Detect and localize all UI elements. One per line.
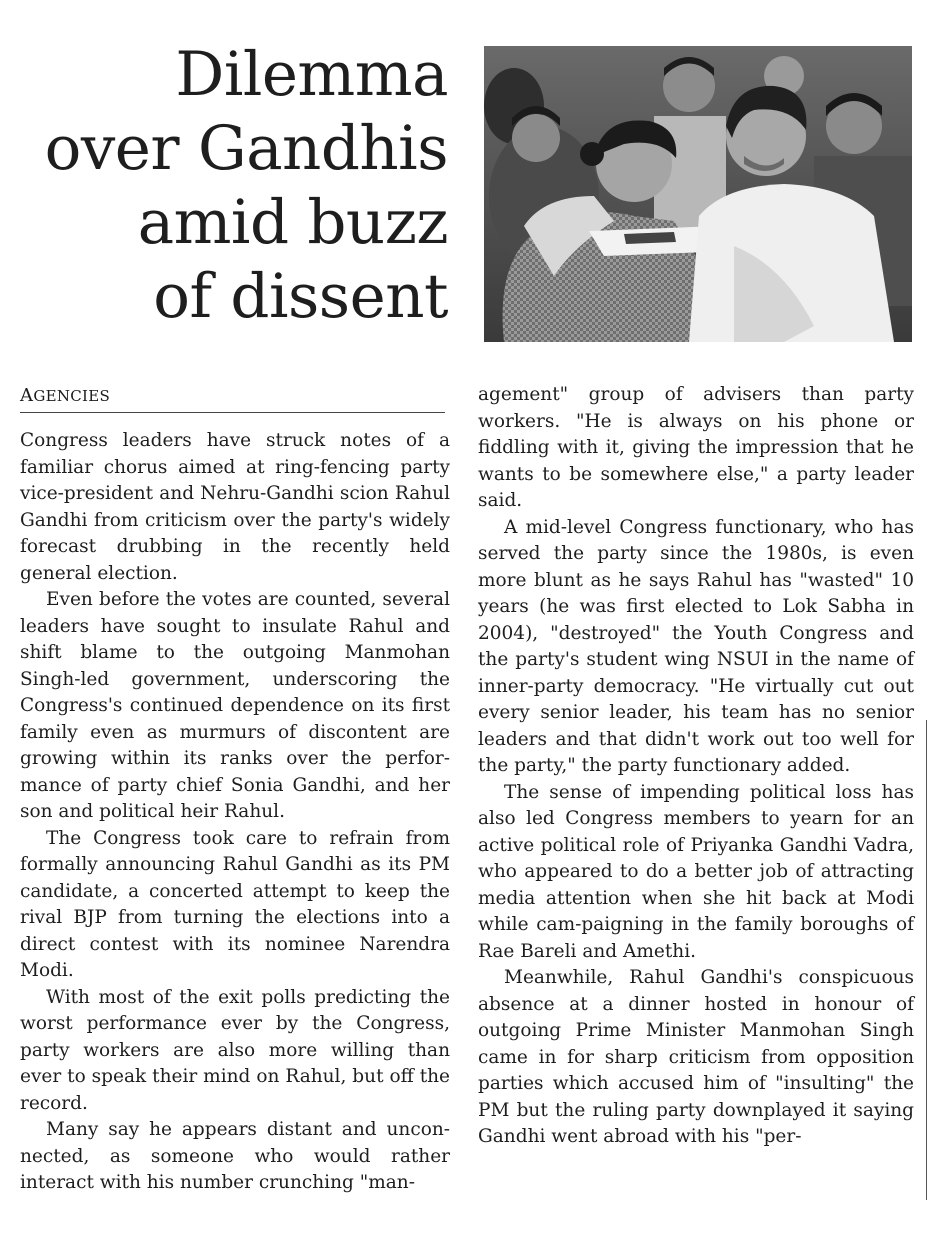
photo-of-two-people-talking-icon [484, 46, 912, 342]
article-paragraph: Many say he appears distant and uncon-nected, as someone who would rather interact with his number crunching "man- [20, 1119, 450, 1193]
byline [20, 385, 445, 413]
article-paragraph: With most of the exit polls predicting the worst performance ever by the Congress, party workers are also more willing than ever to speak their mind on Rahul, but off the record. [20, 986, 450, 1114]
article-paragraph: The Congress took care to refrain from formally announcing Rahul Gandhi as its PM candidate, a concerted attempt to keep the rival BJP from turning the elections into a direct contest with its nominee Narendra Modi. [20, 827, 450, 981]
headline-line-2: over Gandhis [44, 113, 448, 184]
article-paragraph: Congress leaders have struck notes of a familiar chorus aimed at ring-fencing party vice-president and Nehru-Gandhi scion Rahul Gandhi from criticism over the party's widely forecast drubbing in the recently held general election. [20, 430, 450, 584]
headline-line-1: Dilemma [175, 39, 448, 110]
headline-line-3: amid buzz [137, 187, 448, 258]
byline-initial: A [20, 385, 34, 406]
byline-rest: GENCIES [33, 387, 111, 405]
article-paragraph: A mid-level Congress functionary, who has served the party since the 1980s, is even more blunt as he says Rahul has "wasted" 10 years (he was first elected to Lok Sabha in 2004), "destroyed" the Youth Congress and the party's student wing NSUI in the name of inner-party democracy. "He virtually cut out every senior leader, his team has no senior leaders and that didn't work out too well for the party," the party functionary added. [478, 516, 914, 776]
headline [0, 38, 448, 334]
article-paragraph: Meanwhile, Rahul Gandhi's conspicuous absence at a dinner hosted in honour of outgoing Prime Minister Manmohan Singh came in for sharp criticism from opposition parties which accused him of "insulting" the PM but the ruling party downplayed it saying Gandhi went abroad with his "per- [478, 967, 914, 1147]
headline-line-4: of dissent [153, 261, 448, 332]
article-column-2 [478, 382, 914, 1151]
column-divider [926, 720, 927, 1200]
article-paragraph: Even before the votes are counted, several leaders have sought to insulate Rahul and shift blame to the outgoing Manmohan Singh-led government, underscoring the Congress's continued dependence on its first family even as murmurs of discontent are growing within its ranks over the perfor-mance of party chief Sonia Gandhi, and her son and political heir Rahul. [20, 589, 450, 822]
article-paragraph-continued: agement" group of advisers than party workers. "He is always on his phone or fiddling with it, giving the impression that he wants to be somewhere else," a party leader said. [478, 384, 914, 511]
article-paragraph: The sense of impending political loss has also led Congress members to yearn for an active political role of Priyanka Gandhi Vadra, who appeared to do a better job of attracting media attention when she hit back at Modi while cam-paigning in the family boroughs of Rae Bareli and Amethi. [478, 781, 914, 962]
news-photo [484, 46, 912, 342]
article-column-1 [20, 428, 450, 1197]
